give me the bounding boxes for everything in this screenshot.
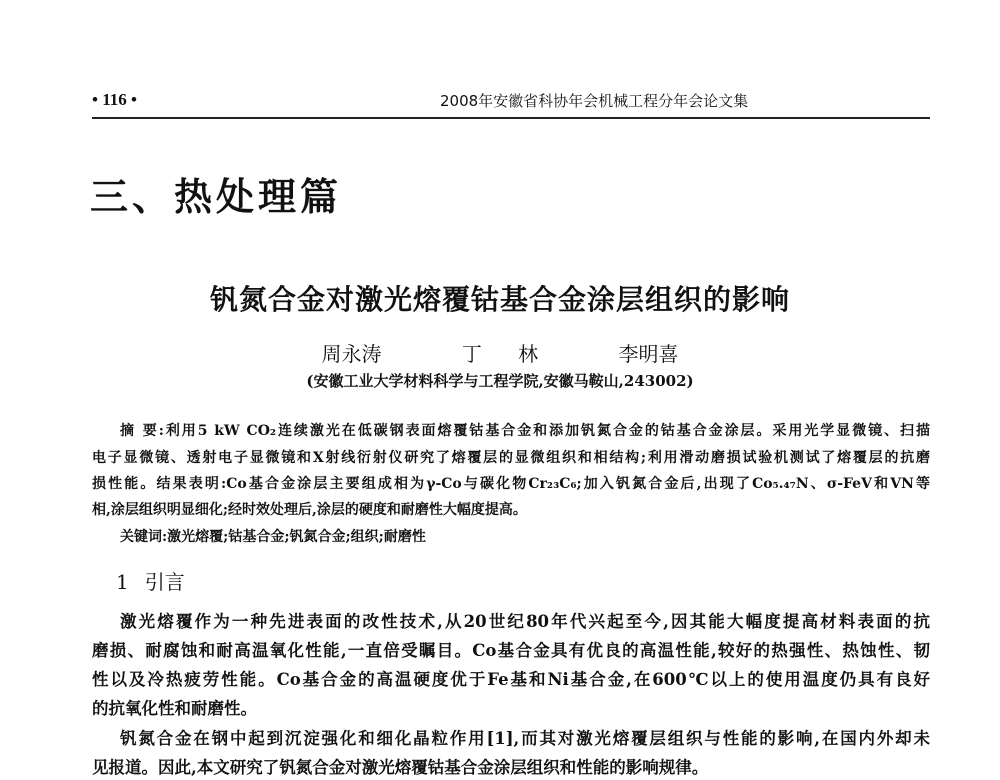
keywords: 关键词:激光熔覆;钴基合金;钒氮合金;组织;耐磨性: [120, 529, 426, 545]
section-heading-text: 引言: [144, 570, 185, 594]
body-line: 钒氮合金在钢中起到沉淀强化和细化晶粒作用[1],而其对激光熔覆层组织与性能的影响,在国内外却未: [120, 729, 930, 748]
running-header: [92, 88, 930, 112]
section-title: 三、热处理篇: [90, 175, 343, 219]
author: 李明喜: [618, 342, 679, 366]
body-line: 见报道。因此,本文研究了钒氮合金对激光熔覆钴基合金涂层组织和性能的影响规律。: [92, 758, 709, 777]
section-heading: [116, 566, 201, 595]
paper-title: 钒氮合金对激光熔覆钴基合金涂层组织的影响: [209, 283, 790, 316]
body-line: 激光熔覆作为一种先进表面的改性技术,从20世纪80年代兴起至今,因其能大幅度提高材料表面的抗: [120, 612, 930, 631]
affiliation: (安徽工业大学材料科学与工程学院,安徽马鞍山,243002): [306, 372, 694, 390]
abstract-line: 相,涂层组织明显细化;经时效处理后,涂层的硬度和耐磨性大幅度提高。: [92, 502, 527, 518]
body-line: 的抗氧化性和耐磨性。: [92, 699, 257, 718]
author: 丁 林: [461, 342, 539, 366]
section-number: 1: [116, 570, 129, 594]
abstract-line: 电子显微镜、透射电子显微镜和X射线衍射仪研究了熔覆层的显微组织和相结构;利用滑动磨损试验机测试了熔覆层的抗磨: [92, 450, 930, 466]
author: 周永涛: [321, 342, 382, 366]
authors: [0, 338, 1000, 367]
abstract-line: 损性能。结果表明:Co基合金涂层主要组成相为γ-Co与碳化物Cr₂₃C₆;加入钒氮合金后,出现了Co₅.₄₇N、σ-FeV和VN等: [92, 476, 930, 492]
journal-title: 2008年安徽省科协年会机械工程分年会论文集: [440, 92, 749, 110]
abstract-line: 摘 要:利用5 kW CO₂连续激光在低碳钢表面熔覆钴基合金和添加钒氮合金的钴基合金涂层。采用光学显微镜、扫描: [120, 423, 930, 439]
header-rule: [92, 117, 930, 119]
body-line: 性以及冷热疲劳性能。Co基合金的高温硬度优于Fe基和Ni基合金,在600℃以上的使用温度仍具有良好: [92, 670, 930, 689]
page-number: • 116 •: [92, 90, 137, 109]
body-line: 磨损、耐腐蚀和耐高温氧化性能,一直倍受瞩目。Co基合金具有优良的高温性能,较好的热强性、热蚀性、韧: [92, 641, 930, 660]
